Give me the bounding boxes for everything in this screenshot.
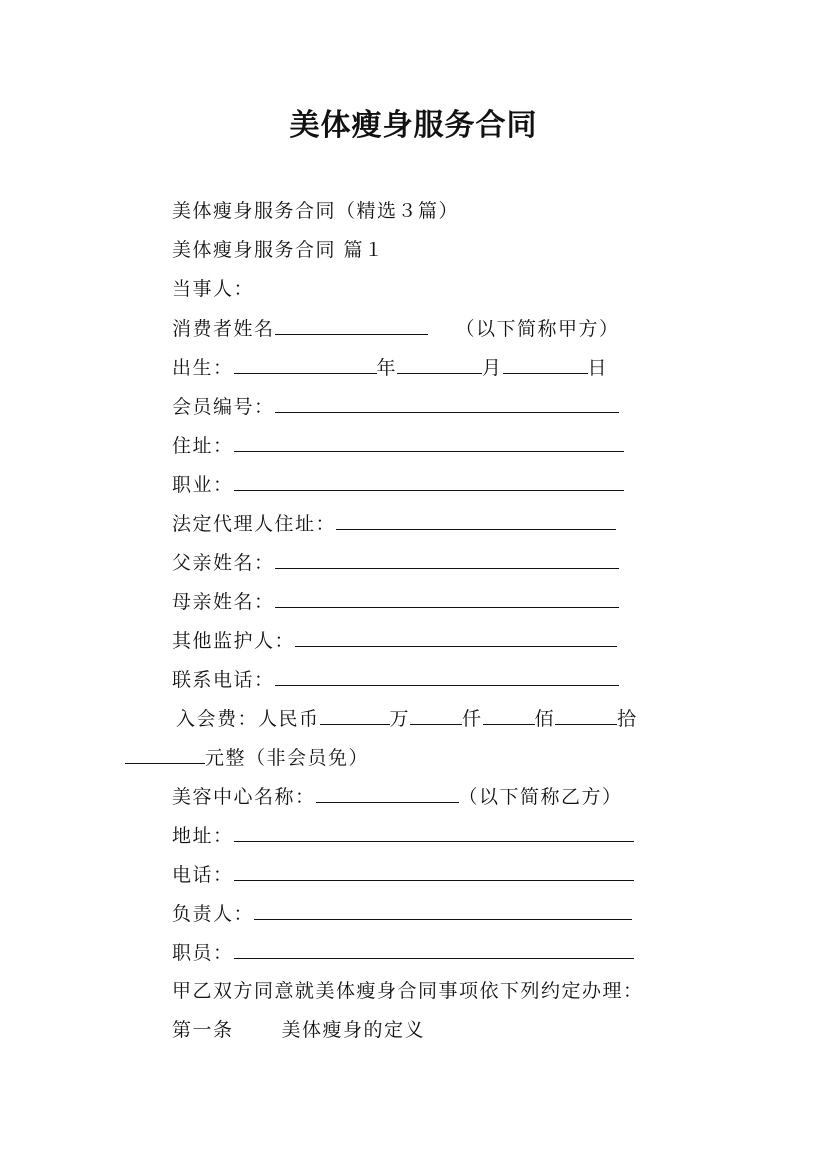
address-label: 住址： [172,435,234,457]
manager-blank [254,900,632,920]
legal-rep-blank [336,510,616,530]
center-suffix: （以下简称乙方） [458,786,623,808]
fee-yuan-blank [125,744,205,764]
center-name-line [172,783,623,810]
fee-label: 入会费：人民币 [176,708,320,730]
staff-line [172,939,634,966]
center-address-line [172,822,634,849]
occupation-line [172,471,624,498]
member-no-line [172,393,619,420]
father-line [172,549,619,576]
address-blank [234,432,624,452]
clause-1-heading [172,1017,425,1043]
birth-month-blank [397,354,482,374]
center-label: 美容中心名称： [172,786,316,808]
fee-wan-blank [320,705,390,725]
fee-continued-line [125,744,369,771]
party-label: 当事人： [172,278,255,300]
phone-label: 联系电话： [172,669,275,691]
document-title: 美体瘦身服务合同 [289,108,538,143]
staff-blank [234,939,634,959]
staff-label: 职员： [172,942,234,964]
father-blank [275,549,619,569]
birth-day-blank [503,354,588,374]
member-no-label: 会员编号： [172,396,275,418]
agreement-text: 甲乙双方同意就美体瘦身合同事项依下列约定办理： [172,980,644,1002]
mother-blank [275,588,619,608]
consumer-suffix: （以下简称甲方） [455,318,620,340]
address-line [172,432,624,459]
center-address-label: 地址： [172,825,234,847]
bai-label: 佰 [534,708,556,730]
article-heading: 美体瘦身服务合同 篇１ [172,239,385,261]
member-no-blank [275,393,619,413]
fee-line [176,705,638,732]
father-label: 父亲姓名： [172,552,275,574]
center-phone-line [172,861,634,888]
center-phone-blank [234,861,634,881]
legal-rep-line [172,510,616,537]
consumer-name-line [172,315,620,342]
phone-blank [275,666,619,686]
subtitle: 美体瘦身服务合同（精选３篇） [172,200,460,222]
manager-label: 负责人： [172,903,255,925]
fee-shi-blank [555,705,617,725]
day-label: 日 [587,357,609,379]
birth-line [172,354,608,381]
wan-label: 万 [389,708,411,730]
birth-year-blank [234,354,377,374]
mother-line [172,588,619,615]
qian-label: 仟 [462,708,483,730]
fee-suffix: 元整（非会员免） [205,747,370,769]
consumer-name-label: 消费者姓名 [172,318,275,340]
center-address-blank [234,822,634,842]
year-label: 年 [376,357,398,379]
phone-line [172,666,619,693]
fee-qian-blank [410,705,462,725]
manager-line [172,900,632,927]
month-label: 月 [482,357,503,379]
shi-label: 拾 [617,708,638,730]
occupation-label: 职业： [172,474,234,496]
fee-bai-blank [483,705,535,725]
consumer-name-blank [275,315,428,335]
guardian-line [172,627,617,654]
clause-1-number: 第一条 [172,1019,234,1041]
guardian-label: 其他监护人： [172,630,296,652]
center-name-blank [316,783,459,803]
mother-label: 母亲姓名： [172,591,275,613]
guardian-blank [295,627,617,647]
legal-rep-label: 法定代理人住址： [172,513,337,535]
birth-label: 出生： [172,357,234,379]
occupation-blank [234,471,624,491]
clause-1-title: 美体瘦身的定义 [281,1019,426,1041]
center-phone-label: 电话： [172,864,234,886]
